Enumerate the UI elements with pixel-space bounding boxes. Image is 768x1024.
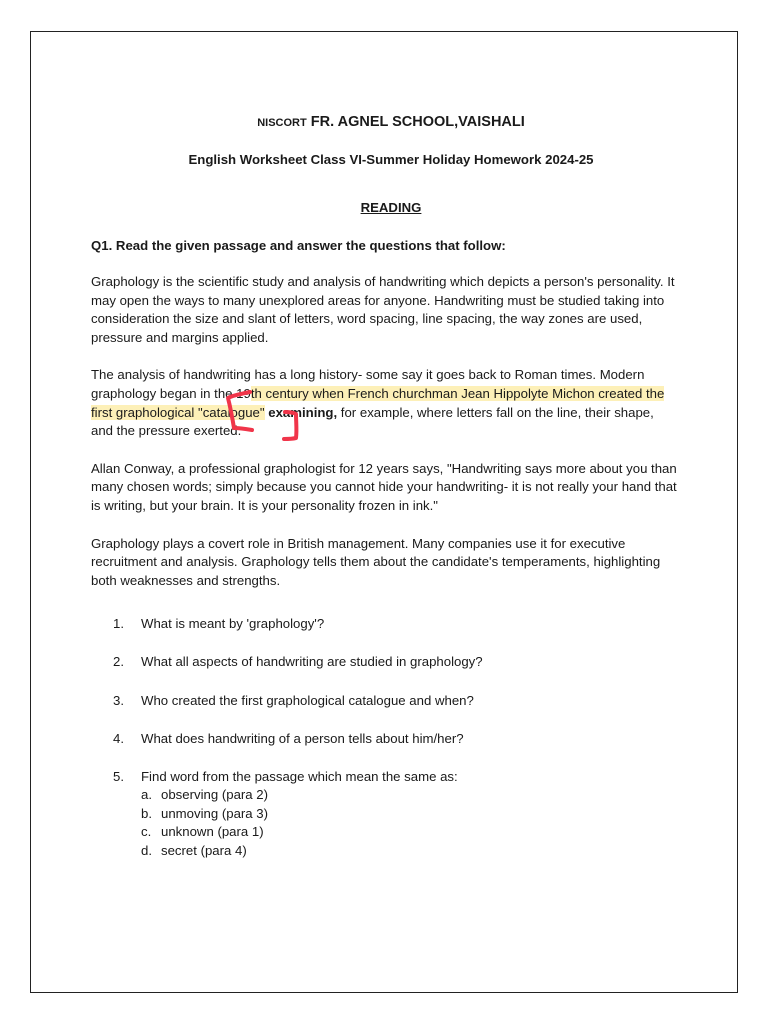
- sub-question-item: [141, 786, 691, 805]
- sub-question-item: [141, 823, 691, 842]
- worksheet-title: English Worksheet Class VI-Summer Holiday Homework 2024-25: [188, 152, 594, 167]
- passage-p2-text: The analysis of handwriting has a long history- some say it goes back to Roman times. Modern graphology began in the 19: [91, 367, 645, 401]
- question-item: [91, 768, 691, 861]
- question-text: What is meant by 'graphology'?: [141, 616, 325, 632]
- question-number: 5.: [113, 768, 124, 784]
- question-number: 3.: [113, 692, 124, 708]
- sub-question-list: [141, 786, 691, 860]
- question-text: What all aspects of handwriting are studied in graphology?: [141, 654, 483, 670]
- question-item: [91, 653, 691, 672]
- question-text: Who created the first graphological catalogue and when?: [141, 692, 474, 708]
- question-number: 1.: [113, 616, 124, 632]
- question-number: 2.: [113, 654, 124, 670]
- question-text: What does handwriting of a person tells about him/her?: [141, 730, 464, 746]
- sub-question-text: unmoving (para 3): [161, 805, 269, 821]
- sub-question-text: secret (para 4): [161, 843, 247, 859]
- question-heading: Q1. Read the given passage and answer the questions that follow:: [91, 238, 506, 253]
- sub-question-letter: b.: [141, 805, 152, 821]
- question-list: [91, 615, 691, 860]
- sub-question-text: unknown (para 1): [161, 824, 264, 840]
- passage-paragraph-3: Allan Conway, a professional graphologist for 12 years says, "Handwriting says more about you than many chosen words; simply because you cannot hide your handwriting- it is not really your hand that is writing, but your brain. It is your personality frozen in ink.": [91, 460, 677, 513]
- highlighted-text: th century when French churchman Jean Hippolyte Michon created the first graphological "catalogue": [91, 385, 665, 420]
- bold-word-examining: examining,: [268, 404, 338, 420]
- passage-paragraph-2: [91, 366, 679, 440]
- worksheet-content: [91, 112, 691, 880]
- question-item: [91, 730, 691, 749]
- question-item: [91, 615, 691, 634]
- sub-question-letter: c.: [141, 824, 152, 840]
- question-number: 4.: [113, 730, 124, 746]
- section-title: READING: [360, 200, 422, 215]
- sub-question-text: observing (para 2): [161, 787, 269, 803]
- sub-question-letter: a.: [141, 787, 152, 803]
- passage-p2-text-end: for example, where letters fall on the line, their shape, and the pressure exerted.: [91, 404, 654, 439]
- question-item: [91, 692, 691, 711]
- sub-question-item: [141, 842, 691, 861]
- question-text: Find word from the passage which mean the same as:: [141, 768, 458, 784]
- passage-paragraph-4: Graphology plays a covert role in British management. Many companies use it for executive recruitment and analysis. Graphology tells them about the candidate's temperaments, highlighting both weaknesses and strengths.: [91, 535, 661, 588]
- sub-question-item: [141, 805, 691, 824]
- sub-question-letter: d.: [141, 843, 152, 859]
- passage-paragraph-1: Graphology is the scientific study and analysis of handwriting which depicts a person's personality. It may open the ways to many unexplored areas for anyone. Handwriting must be studied taking into consideration the size and slant of letters, word spacing, line spacing, the way zones are used, pressure and margins applied.: [91, 274, 675, 345]
- school-name: FR. AGNEL SCHOOL,VAISHALI: [310, 114, 525, 130]
- school-title: [91, 112, 691, 132]
- school-prefix: NISCORT: [257, 117, 307, 129]
